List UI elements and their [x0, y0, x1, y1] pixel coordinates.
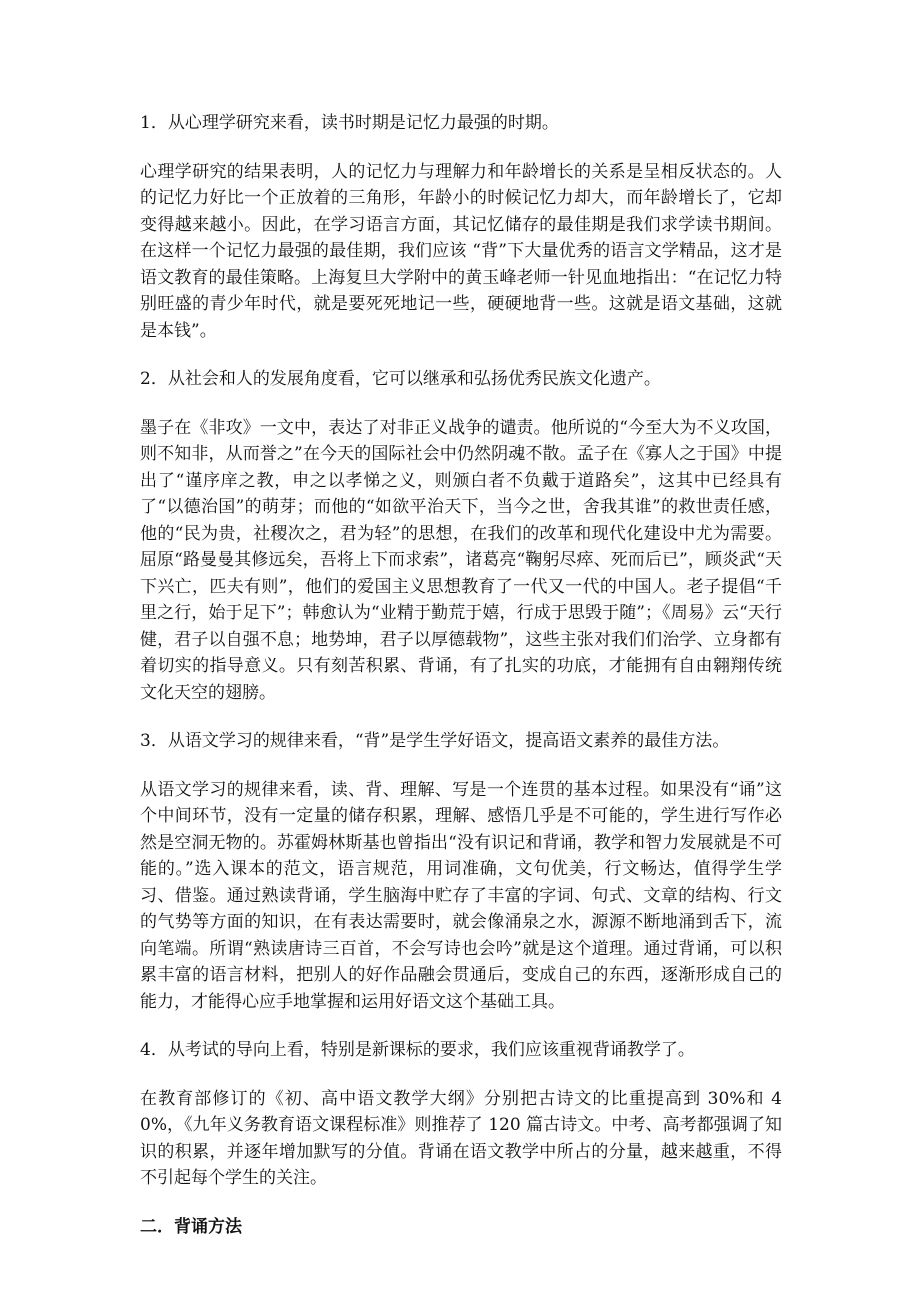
- section-4-heading: 4．从考试的导向上看，特别是新课标的要求，我们应该重视背诵教学了。: [140, 1040, 695, 1060]
- section-3-heading: 3．从语文学习的规律来看，“背”是学生学好语文，提高语文素养的最佳方法。: [140, 731, 730, 751]
- section-2-heading: 2．从社会和人的发展角度看，它可以继承和弘扬优秀民族文化遗产。: [140, 369, 661, 389]
- section-1-paragraph: 心理学研究的结果表明，人的记忆力与理解力和年龄增长的关系是呈相反状态的。人的记忆力好比一个正放着的三角形，年龄小的时候记忆力却大，而年龄增长了，它却变得越来越小。因此，在学习语言方面，其记忆储存的最佳期是我们求学读书期间。在这样一个记忆力最强的最佳期，我们应该 “背”下大量优秀的语言文学精品，这才是语文教育的最佳策略。上海复旦大学附中的黄玉峰老师一针见血地指出：“在记忆力特别旺盛的青少年时代，就是要死死地记一些，硬硬地背一些。这就是语文基础，这就是本钱”。: [140, 161, 782, 341]
- section-3-paragraph: 从语文学习的规律来看，读、背、理解、写是一个连贯的基本过程。如果没有“诵”这个中间环节，没有一定量的储存积累，理解、感悟几乎是不可能的，学生进行写作必然是空洞无物的。苏霍姆林斯基也曾指出“没有识记和背诵，教学和智力发展就是不可能的。”选入课本的范文，语言规范，用词准确，文句优美，行文畅达，值得学生学习、借鉴。通过熟读背诵，学生脑海中贮存了丰富的字词、句式、文章的结构、行文的气势等方面的知识，在有表达需要时，就会像涌泉之水，源源不断地涌到舌下，流向笔端。所谓“熟读唐诗三百首，不会写诗也会吟”就是这个道理。通过背诵，可以积累丰富的语言材料，把别人的好作品融会贯通后，变成自己的东西，逐渐形成自己的能力，才能得心应手地掌握和运用好语文这个基础工具。: [140, 779, 782, 1012]
- document-page: [140, 110, 782, 1262]
- section-1-heading: 1．从心理学研究来看，读书时期是记忆力最强的时期。: [140, 113, 559, 133]
- methods-heading: 二．背诵方法: [140, 1216, 242, 1237]
- section-4-paragraph: 在教育部修订的《初、高中语文教学大纲》分别把古诗文的比重提高到 30%和 40%，《九年义务教育语文课程标准》则推荐了 120 篇古诗文。中考、高考都强调了知识的积累，并逐年增加默写的分值。背诵在语文教学中所占的分量，越来越重，不得不引起每个学生的关注。: [140, 1088, 782, 1188]
- section-2-paragraph: 墨子在《非攻》一文中，表达了对非正义战争的谴责。他所说的“今至大为不义攻国，则不知非，从而誉之”在今天的国际社会中仍然阴魂不散。孟子在《寡人之于国》中提出了“谨序庠之教，申之以孝悌之义，则颁白者不负戴于道路矣”，这其中已经具有了“以德治国”的萌芽；而他的“如欲平治天下，当今之世，舍我其谁”的救世责任感，他的“民为贵，社稷次之，君为轻”的思想，在我们的改革和现代化建设中尤为需要。屈原“路曼曼其修远矣，吾将上下而求索”，诸葛亮“鞠躬尽瘁、死而后已”，顾炎武“天下兴亡，匹夫有则”，他们的爱国主义思想教育了一代又一代的中国人。老子提倡“千里之行，始于足下”；韩愈认为“业精于勤荒于嬉，行成于思毁于随”；《周易》云“天行健，君子以自强不息；地势坤，君子以厚德载物”，这些主张对我们们治学、立身都有着切实的指导意义。只有刻苦积累、背诵，有了扎实的功底，才能拥有自由翱翔传统文化天空的翅膀。: [140, 417, 782, 703]
